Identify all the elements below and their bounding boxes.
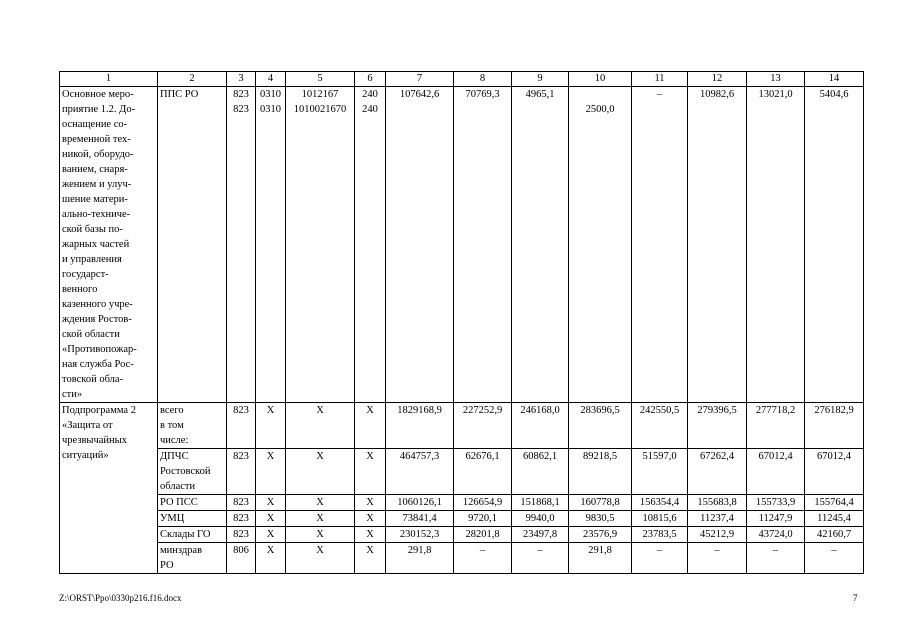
expense-type: 240 240: [355, 87, 386, 403]
code-cell: Х: [355, 527, 386, 543]
amount-cell: 23783,5: [632, 527, 688, 543]
section-code: 0310 0310: [256, 87, 286, 403]
executor-cell: Склады ГО: [158, 527, 227, 543]
code-cell: Х: [286, 527, 355, 543]
amount-cell: 155683,8: [688, 495, 747, 511]
code-cell: Х: [256, 511, 286, 527]
header-cell: 12: [688, 72, 747, 87]
code-cell: Х: [256, 527, 286, 543]
amount-cell: –: [632, 87, 688, 403]
amount-cell: 67012,4: [805, 449, 864, 495]
amount-cell: 42160,7: [805, 527, 864, 543]
amount-cell: –: [512, 543, 569, 574]
code-cell: Х: [286, 511, 355, 527]
executor-cell: ДПЧС Ростовской области: [158, 449, 227, 495]
amount-cell: 4965,1: [512, 87, 569, 403]
code-cell: 806: [227, 543, 256, 574]
gr-code: 823 823: [227, 87, 256, 403]
amount-cell: 9720,1: [454, 511, 512, 527]
executor-cell: УМЦ: [158, 511, 227, 527]
table-row: [60, 543, 864, 574]
code-cell: 823: [227, 449, 256, 495]
header-cell: 3: [227, 72, 256, 87]
code-cell: Х: [355, 543, 386, 574]
amount-cell: 70769,3: [454, 87, 512, 403]
amount-cell: –: [747, 543, 805, 574]
header-cell: 10: [569, 72, 632, 87]
amount-cell: 45212,9: [688, 527, 747, 543]
table-row: [60, 449, 864, 495]
amount-cell: 43724,0: [747, 527, 805, 543]
amount-cell: 23576,9: [569, 527, 632, 543]
amount-cell: 277718,2: [747, 403, 805, 449]
amount-cell: 11247,9: [747, 511, 805, 527]
executor-cell: всего в том числе:: [158, 403, 227, 449]
amount-cell: 23497,8: [512, 527, 569, 543]
amount-cell: 126654,9: [454, 495, 512, 511]
amount-cell: 464757,3: [386, 449, 454, 495]
amount-cell: 67012,4: [747, 449, 805, 495]
table-row: [60, 511, 864, 527]
amount-cell: 227252,9: [454, 403, 512, 449]
code-cell: Х: [355, 403, 386, 449]
header-cell: 5: [286, 72, 355, 87]
amount-cell: 10982,6: [688, 87, 747, 403]
amount-cell: 246168,0: [512, 403, 569, 449]
amount-cell: 155733,9: [747, 495, 805, 511]
code-cell: 823: [227, 403, 256, 449]
amount-cell: 28201,8: [454, 527, 512, 543]
header-cell: 6: [355, 72, 386, 87]
table-row: [60, 87, 864, 403]
amount-cell: 9940,0: [512, 511, 569, 527]
subprogram-name: Подпрограмма 2 «Защита от чрезвычайных ситуаций»: [60, 403, 158, 574]
amount-cell: –: [805, 543, 864, 574]
amount-cell: 160778,8: [569, 495, 632, 511]
amount-cell: 230152,3: [386, 527, 454, 543]
amount-cell: 291,8: [569, 543, 632, 574]
amount-cell: 11237,4: [688, 511, 747, 527]
header-cell: 8: [454, 72, 512, 87]
header-cell: 1: [60, 72, 158, 87]
header-cell: 14: [805, 72, 864, 87]
code-cell: Х: [355, 495, 386, 511]
amount-cell: 107642,6: [386, 87, 454, 403]
amount-cell: –: [632, 543, 688, 574]
header-cell: 11: [632, 72, 688, 87]
amount-cell: 51597,0: [632, 449, 688, 495]
executor-cell: РО ПСС: [158, 495, 227, 511]
measure-name: Основное меро- приятие 1.2. До- оснащение со- временной тех- никой, оборудо- ванием, снаря- жением и улуч- шение матери- ально-техниче- ской базы по- жарных частей и управления государст- венного казенного учре- ждения Ростов- ской области «Противопожар- ная служба Рос- товской обла- сти»: [60, 87, 158, 403]
header-cell: 9: [512, 72, 569, 87]
code-cell: 823: [227, 527, 256, 543]
amount-cell: 1060126,1: [386, 495, 454, 511]
amount-cell: 62676,1: [454, 449, 512, 495]
executor-cell: ППС РО: [158, 87, 227, 403]
amount-cell: 73841,4: [386, 511, 454, 527]
amount-cell: 151868,1: [512, 495, 569, 511]
amount-cell: 5404,6: [805, 87, 864, 403]
amount-cell: –: [454, 543, 512, 574]
amount-cell: –: [688, 543, 747, 574]
page-number: 7: [853, 593, 858, 603]
code-cell: Х: [286, 449, 355, 495]
code-cell: Х: [355, 511, 386, 527]
code-cell: Х: [256, 495, 286, 511]
table-row: [60, 527, 864, 543]
table-row: [60, 495, 864, 511]
executor-cell: минздрав РО: [158, 543, 227, 574]
header-cell: 4: [256, 72, 286, 87]
amount-cell: 2500,0: [569, 87, 632, 403]
amount-cell: 1829168,9: [386, 403, 454, 449]
amount-cell: 10815,6: [632, 511, 688, 527]
amount-cell: 9830,5: [569, 511, 632, 527]
amount-cell: 13021,0: [747, 87, 805, 403]
amount-cell: 60862,1: [512, 449, 569, 495]
header-cell: 2: [158, 72, 227, 87]
amount-cell: 155764,4: [805, 495, 864, 511]
amount-cell: 89218,5: [569, 449, 632, 495]
code-cell: 823: [227, 495, 256, 511]
amount-cell: 242550,5: [632, 403, 688, 449]
code-cell: Х: [355, 449, 386, 495]
budget-table: [59, 71, 864, 574]
amount-cell: 156354,4: [632, 495, 688, 511]
code-cell: Х: [286, 403, 355, 449]
amount-cell: 291,8: [386, 543, 454, 574]
amount-cell: 67262,4: [688, 449, 747, 495]
header-cell: 7: [386, 72, 454, 87]
code-cell: Х: [286, 495, 355, 511]
code-cell: Х: [256, 543, 286, 574]
amount-cell: 283696,5: [569, 403, 632, 449]
header-cell: 13: [747, 72, 805, 87]
code-cell: Х: [256, 449, 286, 495]
footer-file-path: Z:\ORST\Ppo\0330p216.f16.docx: [59, 593, 182, 603]
amount-cell: 276182,9: [805, 403, 864, 449]
code-cell: 823: [227, 511, 256, 527]
target-code: 1012167 1010021670: [286, 87, 355, 403]
amount-cell: 11245,4: [805, 511, 864, 527]
table-row: [60, 403, 864, 449]
header-row: [60, 72, 864, 87]
code-cell: Х: [256, 403, 286, 449]
code-cell: Х: [286, 543, 355, 574]
amount-cell: 279396,5: [688, 403, 747, 449]
